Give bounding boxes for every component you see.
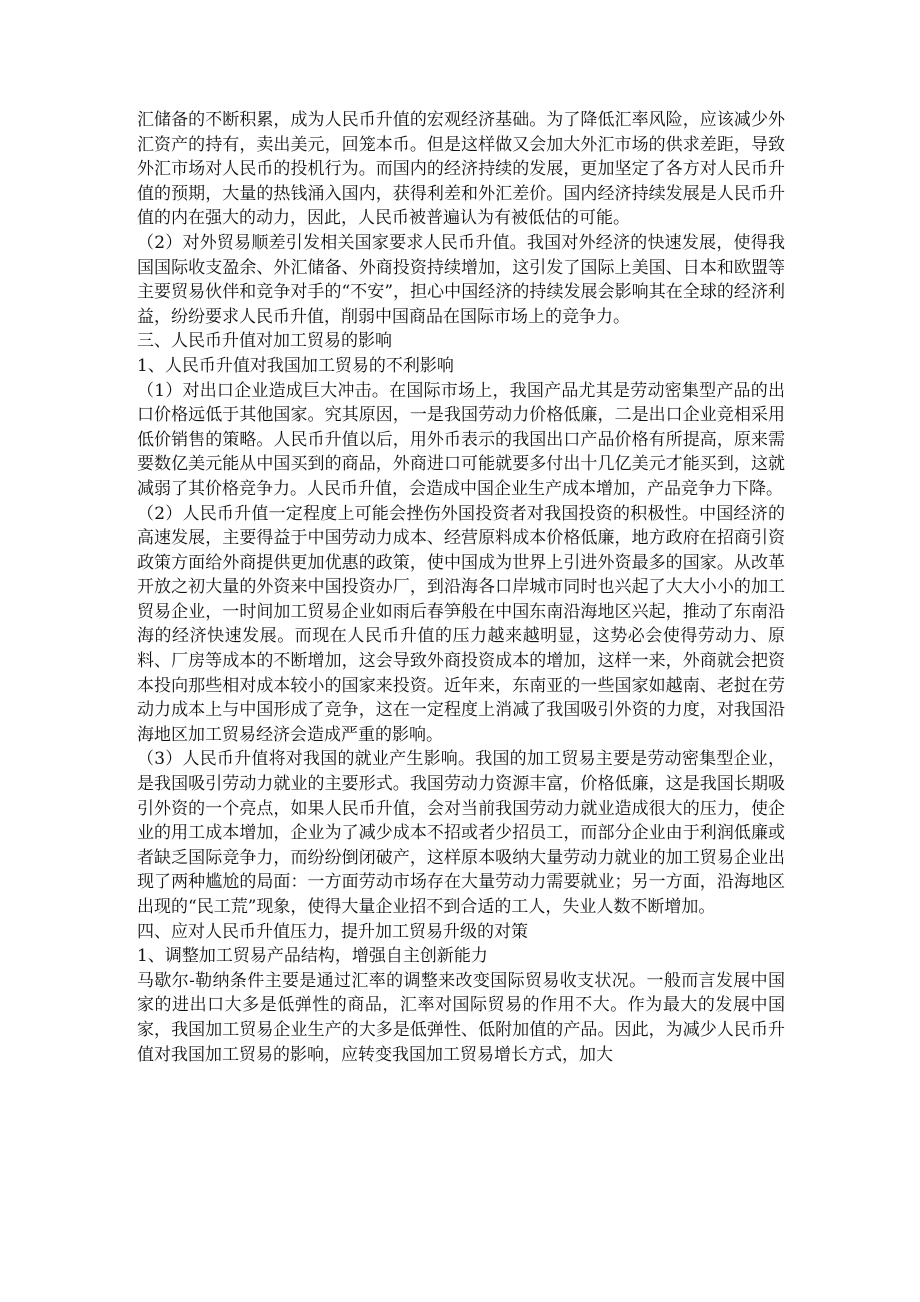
paragraph-3: （1）对出口企业造成巨大冲击。在国际市场上，我国产品尤其是劳动密集型产品的出口价格远低于其他国家。究其原因，一是我国劳动力价格低廉，二是出口企业竞相采用低价销售的策略。人民币升值以后，用外币表示的我国出口产品价格有所提高，原来需要数亿美元能从中国买到的商品，外商进口可能就要多付出十几亿美元才能买到，这就减弱了其价格竞争力。人民币升值，会造成中国企业生产成本增加，产品竞争力下降。: [137, 380, 785, 499]
paragraph-5: （3）人民币升值将对我国的就业产生影响。我国的加工贸易主要是劳动密集型企业，是我国吸引劳动力就业的主要形式。我国劳动力资源丰富，价格低廉，这是我国长期吸引外资的一个亮点，如果人民币升值，会对当前我国劳动力就业造成很大的压力，使企业的用工成本增加，企业为了减少成本不招或者少招员工，而部分企业由于利润低廉或者缺乏国际竞争力，而纷纷倒闭破产，这样原本吸纳大量劳动力就业的加工贸易企业出现了两种尴尬的局面：一方面劳动市场存在大量劳动力需要就业；另一方面，沿海地区出现的“民工荒”现象，使得大量企业招不到合适的工人，失业人数不断增加。: [137, 749, 785, 917]
document-body: [137, 108, 785, 1067]
paragraph-6: 马歇尔-勒纳条件主要是通过汇率的调整来改变国际贸易收支状况。一般而言发展中国家的进出口大多是低弹性的商品，汇率对国际贸易的作用不大。作为最大的发展中国家，我国加工贸易企业生产的大多是低弹性、低附加值的产品。因此，为减少人民币升值对我国加工贸易的影响，应转变我国加工贸易增长方式，加大: [137, 970, 785, 1065]
section-heading-3: 三、人民币升值对加工贸易的影响: [137, 331, 392, 352]
paragraph-1: 汇储备的不断积累，成为人民币升值的宏观经济基础。为了降低汇率风险，应该减少外汇资产的持有，卖出美元，回笼本币。但是这样做又会加大外汇市场的供求差距，导致外汇市场对人民币的投机行为。而国内的经济持续的发展，更加坚定了各方对人民币升值的预期，大量的热钱涌入国内，获得利差和外汇差价。国内经济持续发展是人民币升值的内在强大的动力，因此，人民币被普遍认为有被低估的可能。: [137, 110, 785, 229]
paragraph-4: （2）人民币升值一定程度上可能会挫伤外国投资者对我国投资的积极性。中国经济的高速发展，主要得益于中国劳动力成本、经营原料成本价格低廉，地方政府在招商引资政策方面给外商提供更加优惠的政策，使中国成为世界上引进外资最多的国家。从改革开放之初大量的外资来中国投资办厂，到沿海各口岸城市同时也兴起了大大小小的加工贸易企业，一时间加工贸易企业如雨后春笋般在中国东南沿海地区兴起，推动了东南沿海的经济快速发展。而现在人民币升值的压力越来越明显，这势必会使得劳动力、原料、厂房等成本的不断增加，这会导致外商投资成本的增加，这样一来，外商就会把资本投向那些相对成本较小的国家来投资。近年来，东南亚的一些国家如越南、老挝在劳动力成本上与中国形成了竞争，这在一定程度上消减了我国吸引外资的力度，对我国沿海地区加工贸易经济会造成严重的影响。: [137, 503, 785, 745]
section-heading-4: 四、应对人民币升值压力，提升加工贸易升级的对策: [137, 921, 528, 942]
paragraph-2: （2）对外贸易顺差引发相关国家要求人民币升值。我国对外经济的快速发展，使得我国国际收支盈余、外汇储备、外商投资持续增加，这引发了国际上美国、日本和欧盟等主要贸易伙伴和竞争对手的“不安”，担心中国经济的持续发展会影响其在全球的经济利益，纷纷要求人民币升值，削弱中国商品在国际市场上的竞争力。: [137, 232, 785, 327]
subsection-heading-4-1: 1、调整加工贸易产品结构，增强自主创新能力: [137, 946, 488, 967]
subsection-heading-3-1: 1、人民币升值对我国加工贸易的不利影响: [137, 355, 454, 376]
